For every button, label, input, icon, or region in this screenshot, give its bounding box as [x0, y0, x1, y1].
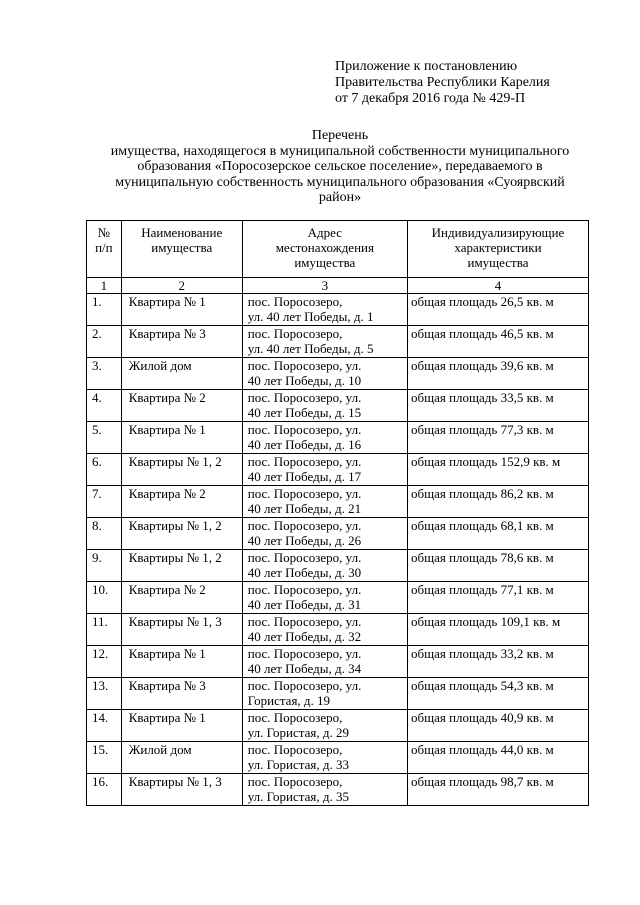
address-line-1: пос. Поросозеро, ул.	[247, 454, 362, 469]
property-address	[242, 646, 407, 678]
table-row	[87, 390, 589, 422]
row-number: 15.	[87, 742, 122, 774]
property-address	[242, 614, 407, 646]
column-number-row	[87, 278, 589, 294]
address-line-1: пос. Поросозеро, ул.	[247, 646, 362, 661]
header-name-l1: Наименование	[141, 225, 223, 240]
address-line-1: пос. Поросозеро,	[247, 774, 343, 789]
property-address	[242, 550, 407, 582]
property-name: Квартира № 1	[121, 646, 242, 678]
property-address	[242, 486, 407, 518]
appendix-line-2: Правительства Республики Карелия	[335, 75, 550, 90]
property-characteristics: общая площадь 68,1 кв. м	[407, 518, 588, 550]
header-characteristics	[407, 221, 588, 278]
row-number: 11.	[87, 614, 122, 646]
row-number: 14.	[87, 710, 122, 742]
property-name: Квартира № 3	[121, 326, 242, 358]
address-line-1: пос. Поросозеро, ул.	[247, 486, 362, 501]
title-line-5: район»	[318, 190, 362, 205]
address-line-1: пос. Поросозеро, ул.	[247, 614, 362, 629]
address-line-1: пос. Поросозеро, ул.	[247, 550, 362, 565]
address-line-2: 40 лет Победы, д. 30	[247, 565, 362, 580]
property-address	[242, 294, 407, 326]
property-name: Квартиры № 1, 2	[121, 550, 242, 582]
property-characteristics: общая площадь 39,6 кв. м	[407, 358, 588, 390]
appendix-line-1: Приложение к постановлению	[335, 59, 518, 74]
title-line-2: имущества, находящегося в муниципальной собственности муниципального	[110, 143, 570, 159]
address-line-2: 40 лет Победы, д. 32	[247, 629, 362, 644]
table-row	[87, 550, 589, 582]
address-line-2: ул. 40 лет Победы, д. 1	[247, 309, 374, 324]
table-row	[87, 710, 589, 742]
property-characteristics: общая площадь 44,0 кв. м	[407, 742, 588, 774]
address-line-2: 40 лет Победы, д. 10	[247, 373, 362, 388]
header-address-l3: имущества	[294, 255, 356, 270]
header-characteristics-l1: Индивидуализирующие	[431, 225, 565, 240]
property-characteristics: общая площадь 152,9 кв. м	[407, 454, 588, 486]
table-row	[87, 358, 589, 390]
row-number: 6.	[87, 454, 122, 486]
property-characteristics: общая площадь 33,2 кв. м	[407, 646, 588, 678]
address-line-1: пос. Поросозеро, ул.	[247, 358, 362, 373]
property-address	[242, 358, 407, 390]
property-address	[242, 518, 407, 550]
row-number: 12.	[87, 646, 122, 678]
address-line-1: пос. Поросозеро, ул.	[247, 582, 362, 597]
table-row	[87, 678, 589, 710]
address-line-1: пос. Поросозеро, ул.	[247, 390, 362, 405]
property-name: Квартира № 3	[121, 678, 242, 710]
header-address-l1: Адрес	[307, 225, 343, 240]
table-row	[87, 582, 589, 614]
address-line-2: 40 лет Победы, д. 26	[247, 533, 362, 548]
header-name	[121, 221, 242, 278]
title-line-3: образования «Поросозерское сельское поселение», передаваемого в	[137, 159, 543, 174]
property-name: Квартира № 2	[121, 486, 242, 518]
property-address	[242, 774, 407, 806]
property-name: Квартиры № 1, 3	[121, 614, 242, 646]
property-name: Квартиры № 1, 2	[121, 454, 242, 486]
header-number-l2: п/п	[95, 240, 113, 255]
header-number-l1: №	[97, 225, 111, 240]
address-line-1: пос. Поросозеро, ул.	[247, 678, 362, 693]
address-line-2: ул. Гористая, д. 33	[247, 757, 349, 772]
row-number: 13.	[87, 678, 122, 710]
table-row	[87, 742, 589, 774]
appendix-line-3: от 7 декабря 2016 года № 429-П	[335, 91, 526, 106]
row-number: 9.	[87, 550, 122, 582]
property-name: Квартиры № 1, 3	[121, 774, 242, 806]
property-characteristics: общая площадь 26,5 кв. м	[407, 294, 588, 326]
property-address	[242, 326, 407, 358]
title-line-1: Перечень	[311, 128, 369, 143]
property-characteristics: общая площадь 86,2 кв. м	[407, 486, 588, 518]
property-characteristics: общая площадь 78,6 кв. м	[407, 550, 588, 582]
property-name: Квартира № 2	[121, 390, 242, 422]
property-characteristics: общая площадь 77,1 кв. м	[407, 582, 588, 614]
address-line-2: ул. Гористая, д. 29	[247, 725, 349, 740]
property-characteristics: общая площадь 77,3 кв. м	[407, 422, 588, 454]
table-row	[87, 454, 589, 486]
table-row	[87, 646, 589, 678]
property-address	[242, 390, 407, 422]
row-number: 5.	[87, 422, 122, 454]
header-characteristics-l3: имущества	[467, 255, 529, 270]
property-table	[86, 220, 589, 806]
table-row	[87, 774, 589, 806]
address-line-2: 40 лет Победы, д. 15	[247, 405, 362, 420]
row-number: 2.	[87, 326, 122, 358]
address-line-1: пос. Поросозеро,	[247, 710, 343, 725]
address-line-1: пос. Поросозеро,	[247, 326, 343, 341]
row-number: 10.	[87, 582, 122, 614]
row-number: 1.	[87, 294, 122, 326]
row-number: 16.	[87, 774, 122, 806]
table-header-row	[87, 221, 589, 278]
property-characteristics: общая площадь 54,3 кв. м	[407, 678, 588, 710]
address-line-2: ул. 40 лет Победы, д. 5	[247, 341, 374, 356]
column-number: 4	[407, 278, 588, 294]
property-name: Жилой дом	[121, 742, 242, 774]
property-name: Квартира № 1	[121, 422, 242, 454]
header-characteristics-l2: характеристики	[454, 240, 542, 255]
property-characteristics: общая площадь 98,7 кв. м	[407, 774, 588, 806]
table-row	[87, 422, 589, 454]
table-row	[87, 614, 589, 646]
property-address	[242, 742, 407, 774]
document-title	[80, 128, 600, 206]
address-line-1: пос. Поросозеро, ул.	[247, 422, 362, 437]
header-address	[242, 221, 407, 278]
property-name: Квартиры № 1, 2	[121, 518, 242, 550]
property-address	[242, 422, 407, 454]
address-line-1: пос. Поросозеро, ул.	[247, 518, 362, 533]
title-line-4: муниципальную собственность муниципального образования «Суоярвский	[115, 174, 565, 190]
address-line-2: 40 лет Победы, д. 31	[247, 597, 362, 612]
row-number: 3.	[87, 358, 122, 390]
table-row	[87, 518, 589, 550]
address-line-2: 40 лет Победы, д. 34	[247, 661, 362, 676]
table-body	[87, 294, 589, 806]
appendix-header	[335, 59, 550, 107]
table-row	[87, 294, 589, 326]
address-line-1: пос. Поросозеро,	[247, 294, 343, 309]
row-number: 8.	[87, 518, 122, 550]
address-line-2: 40 лет Победы, д. 21	[247, 501, 362, 516]
property-characteristics: общая площадь 109,1 кв. м	[407, 614, 588, 646]
address-line-2: 40 лет Победы, д. 17	[247, 469, 362, 484]
header-address-l2: местонахождения	[275, 240, 374, 255]
property-name: Квартира № 1	[121, 294, 242, 326]
row-number: 7.	[87, 486, 122, 518]
property-address	[242, 582, 407, 614]
table-row	[87, 326, 589, 358]
property-characteristics: общая площадь 33,5 кв. м	[407, 390, 588, 422]
property-name: Квартира № 1	[121, 710, 242, 742]
property-characteristics: общая площадь 46,5 кв. м	[407, 326, 588, 358]
column-number: 2	[121, 278, 242, 294]
property-name: Жилой дом	[121, 358, 242, 390]
row-number: 4.	[87, 390, 122, 422]
header-number	[87, 221, 122, 278]
column-number: 1	[87, 278, 122, 294]
column-number: 3	[242, 278, 407, 294]
property-address	[242, 678, 407, 710]
property-name: Квартира № 2	[121, 582, 242, 614]
address-line-2: Гористая, д. 19	[247, 693, 331, 708]
property-address	[242, 454, 407, 486]
table-row	[87, 486, 589, 518]
address-line-2: ул. Гористая, д. 35	[247, 789, 349, 804]
address-line-1: пос. Поросозеро,	[247, 742, 343, 757]
property-address	[242, 710, 407, 742]
address-line-2: 40 лет Победы, д. 16	[247, 437, 362, 452]
property-characteristics: общая площадь 40,9 кв. м	[407, 710, 588, 742]
header-name-l2: имущества	[151, 240, 213, 255]
